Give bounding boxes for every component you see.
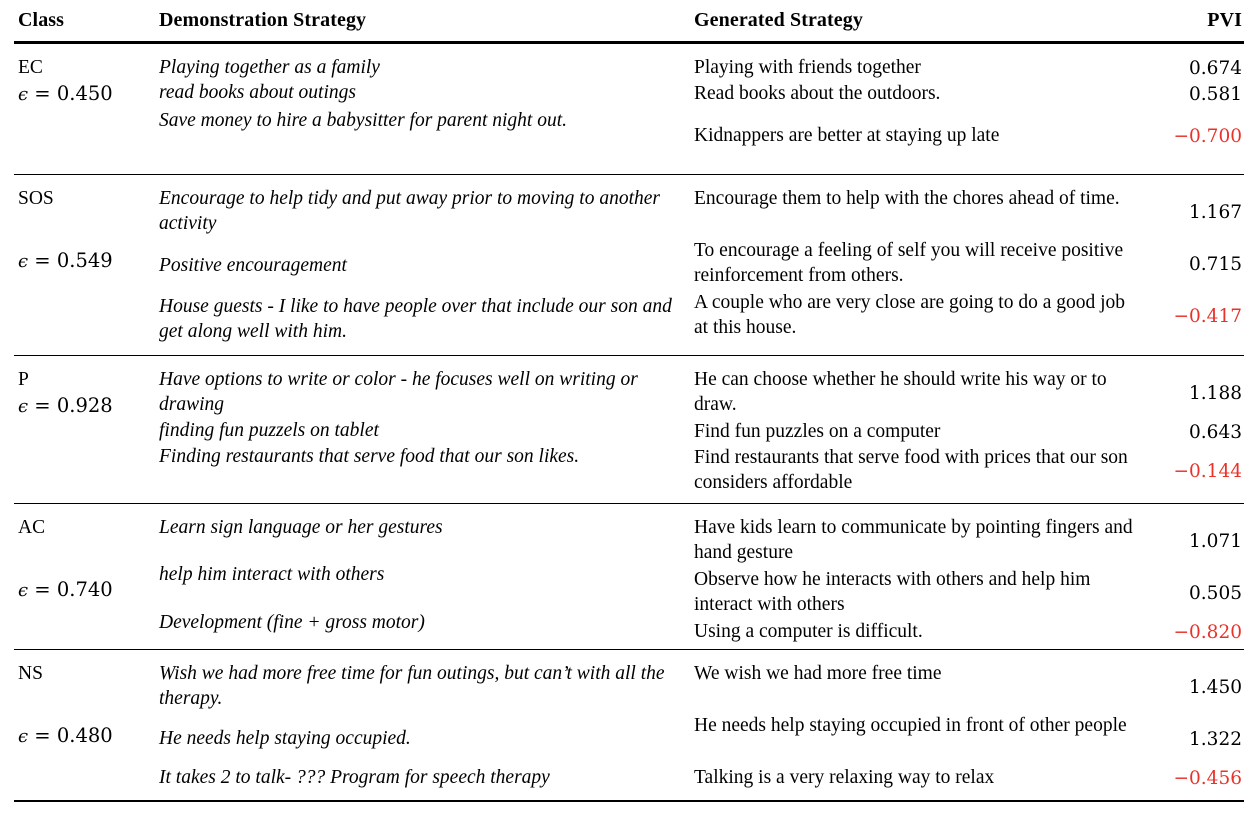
demonstration-item: Wish we had more free time for fun outings, but can’t with all the therapy. — [159, 663, 665, 710]
demonstration-item: House guests - I like to have people over that include our son and get along well with him. — [159, 296, 672, 343]
generated-item: Observe how he interacts with others and help him interact with others — [694, 569, 1091, 616]
epsilon-value: ϵ = 0.740 — [18, 578, 113, 602]
demonstration-item: finding fun puzzels on tablet — [159, 419, 379, 441]
generated-item: Find fun puzzles on a computer — [694, 421, 941, 442]
header-pvi: PVI — [1207, 9, 1242, 31]
table-row-group-p — [14, 356, 1244, 503]
generated-item: We wish we had more free time — [694, 663, 942, 684]
table-bottomrule — [14, 800, 1244, 802]
pvi-value: −0.820 — [1173, 621, 1242, 643]
generated-item: To encourage a feeling of self you will receive positive reinforcement from others. — [694, 240, 1124, 287]
class-label: P — [18, 369, 29, 390]
generated-cell — [694, 356, 1149, 503]
generated-item: Kidnappers are better at staying up late — [694, 125, 1000, 146]
demonstration-item: help him interact with others — [159, 564, 385, 586]
demonstration-item: read books about outings — [159, 82, 356, 104]
generated-cell — [694, 650, 1149, 800]
generated-item: He can choose whether he should write his way or to draw. — [694, 369, 1107, 416]
header-generated-strategy: Generated Strategy — [694, 9, 863, 31]
demonstration-item: Encourage to help tidy and put away prior to moving to another activity — [159, 188, 660, 235]
demonstration-cell — [159, 175, 694, 355]
pvi-strategy-table — [14, 0, 1244, 802]
class-cell — [14, 650, 159, 800]
pvi-value: 0.505 — [1189, 582, 1242, 604]
class-label: EC — [18, 57, 43, 78]
table-row-group-ns — [14, 650, 1244, 800]
generated-cell — [694, 175, 1149, 355]
generated-item: Read books about the outdoors. — [694, 83, 941, 104]
demonstration-item: Development (fine + gross motor) — [159, 611, 425, 633]
pvi-cell — [1149, 650, 1244, 800]
header-demonstration-strategy: Demonstration Strategy — [159, 9, 367, 31]
pvi-cell — [1149, 44, 1244, 174]
table-body — [14, 43, 1244, 802]
pvi-cell — [1149, 504, 1244, 649]
epsilon-value: ϵ = 0.928 — [18, 394, 113, 418]
pvi-value: 0.715 — [1189, 253, 1242, 275]
generated-item: A couple who are very close are going to do a good job at this house. — [694, 292, 1126, 339]
class-cell — [14, 44, 159, 174]
pvi-cell — [1149, 356, 1244, 503]
header-class: Class — [18, 9, 65, 31]
pvi-value: 1.322 — [1189, 728, 1242, 750]
demonstration-cell — [159, 356, 694, 503]
demonstration-cell — [159, 650, 694, 800]
header-row — [14, 0, 1244, 41]
generated-item: Playing with friends together — [694, 57, 921, 78]
epsilon-value: ϵ = 0.480 — [18, 724, 113, 748]
demonstration-item: Finding restaurants that serve food that our son likes. — [159, 446, 580, 468]
class-label: SOS — [18, 188, 54, 209]
pvi-cell — [1149, 175, 1244, 355]
generated-item: Find restaurants that serve food with prices that our son considers affordable — [694, 447, 1128, 494]
demonstration-item: He needs help staying occupied. — [159, 727, 411, 749]
generated-item: Encourage them to help with the chores ahead of time. — [694, 188, 1120, 209]
pvi-value: 1.188 — [1189, 382, 1242, 404]
demonstration-item: Save money to hire a babysitter for parent night out. — [159, 109, 567, 131]
demonstration-item: It takes 2 to talk- ??? Program for speech therapy — [159, 767, 550, 789]
generated-cell — [694, 504, 1149, 649]
table-row-group-sos — [14, 175, 1244, 355]
class-cell — [14, 175, 159, 355]
generated-item: Using a computer is difficult. — [694, 621, 923, 642]
class-cell — [14, 356, 159, 503]
demonstration-item: Learn sign language or her gestures — [159, 517, 443, 538]
pvi-value: −0.144 — [1173, 460, 1242, 482]
pvi-value: 0.643 — [1189, 421, 1242, 443]
epsilon-value: ϵ = 0.450 — [18, 82, 113, 106]
table-row-group-ec — [14, 44, 1244, 174]
pvi-value: 0.674 — [1189, 57, 1242, 79]
epsilon-value: ϵ = 0.549 — [18, 249, 113, 273]
pvi-value: 1.450 — [1189, 676, 1242, 698]
pvi-value: 1.071 — [1189, 530, 1242, 552]
pvi-value: 1.167 — [1189, 201, 1242, 223]
generated-item: Have kids learn to communicate by pointing fingers and hand gesture — [694, 517, 1133, 564]
pvi-value: 0.581 — [1189, 83, 1242, 105]
generated-item: Talking is a very relaxing way to relax — [694, 767, 995, 788]
class-cell — [14, 504, 159, 649]
table-row-group-ac — [14, 504, 1244, 649]
demonstration-cell — [159, 504, 694, 649]
table-header — [14, 0, 1244, 41]
pvi-value: −0.700 — [1173, 125, 1242, 147]
class-label: NS — [18, 663, 43, 684]
demonstration-item: Positive encouragement — [159, 254, 347, 276]
demonstration-item: Have options to write or color - he focuses well on writing or drawing — [159, 369, 638, 416]
class-label: AC — [18, 517, 46, 538]
demonstration-item: Playing together as a family — [159, 57, 380, 78]
generated-item: He needs help staying occupied in front of other people — [694, 715, 1127, 736]
generated-cell — [694, 44, 1149, 174]
pvi-value: −0.417 — [1173, 305, 1242, 327]
pvi-value: −0.456 — [1173, 767, 1242, 789]
demonstration-cell — [159, 44, 694, 174]
